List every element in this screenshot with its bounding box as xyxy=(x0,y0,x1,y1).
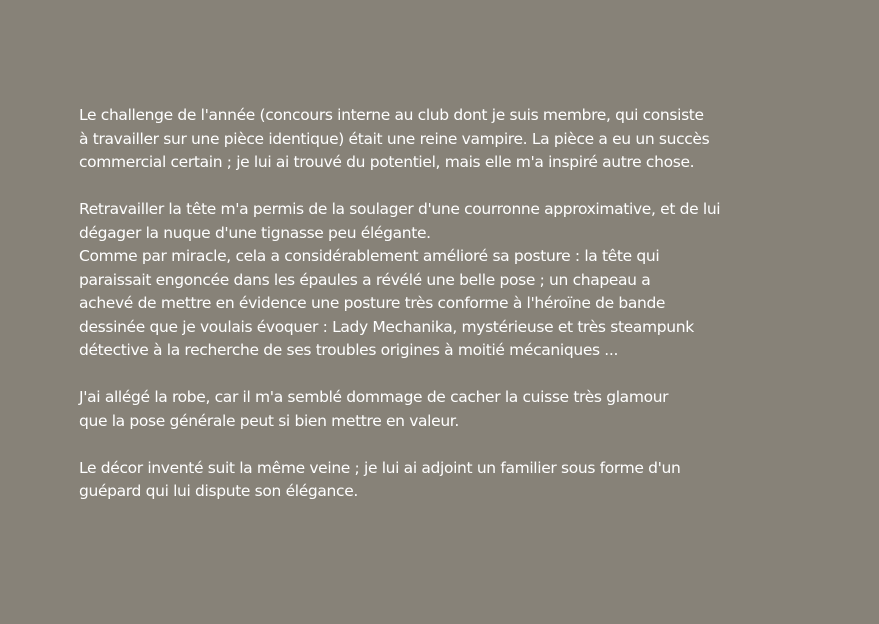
text-line: guépard qui lui dispute son élégance. xyxy=(79,482,358,500)
text-line: achevé de mettre en évidence une posture très conforme à l'héroïne de bande xyxy=(79,294,666,312)
paragraph-rework xyxy=(79,198,869,363)
paragraph-dress xyxy=(79,386,869,433)
text-line: que la pose générale peut si bien mettre en valeur. xyxy=(79,411,459,430)
article-text xyxy=(79,104,869,527)
text-line: Comme par miracle, cela a considérablement amélioré sa posture : la tête qui xyxy=(79,247,660,265)
text-line: dessinée que je voulais évoquer : Lady Mechanika, mystérieuse et très steampunk xyxy=(79,317,694,336)
text-line: Le challenge de l'année (concours interne au club dont je suis membre, qui consiste xyxy=(79,106,704,124)
paragraph-decor xyxy=(79,457,869,504)
paragraph-challenge xyxy=(79,104,869,175)
text-line: détective à la recherche de ses troubles origines à moitié mécaniques ... xyxy=(79,341,619,359)
text-line: Le décor inventé suit la même veine ; je lui ai adjoint un familier sous forme d'un xyxy=(79,458,681,477)
text-line: Retravailler la tête m'a permis de la soulager d'une courronne approximative, et de lui xyxy=(79,200,721,218)
text-line: J'ai allégé la robe, car il m'a semblé dommage de cacher la cuisse très glamour xyxy=(79,388,669,406)
text-line: commercial certain ; je lui ai trouvé du potentiel, mais elle m'a inspiré autre chose. xyxy=(79,153,695,171)
text-line: dégager la nuque d'une tignasse peu élégante. xyxy=(79,223,431,242)
text-line: paraissait engoncée dans les épaules a révélé une belle pose ; un chapeau a xyxy=(79,270,651,289)
text-line: à travailler sur une pièce identique) était une reine vampire. La pièce a eu un succès xyxy=(79,129,710,148)
